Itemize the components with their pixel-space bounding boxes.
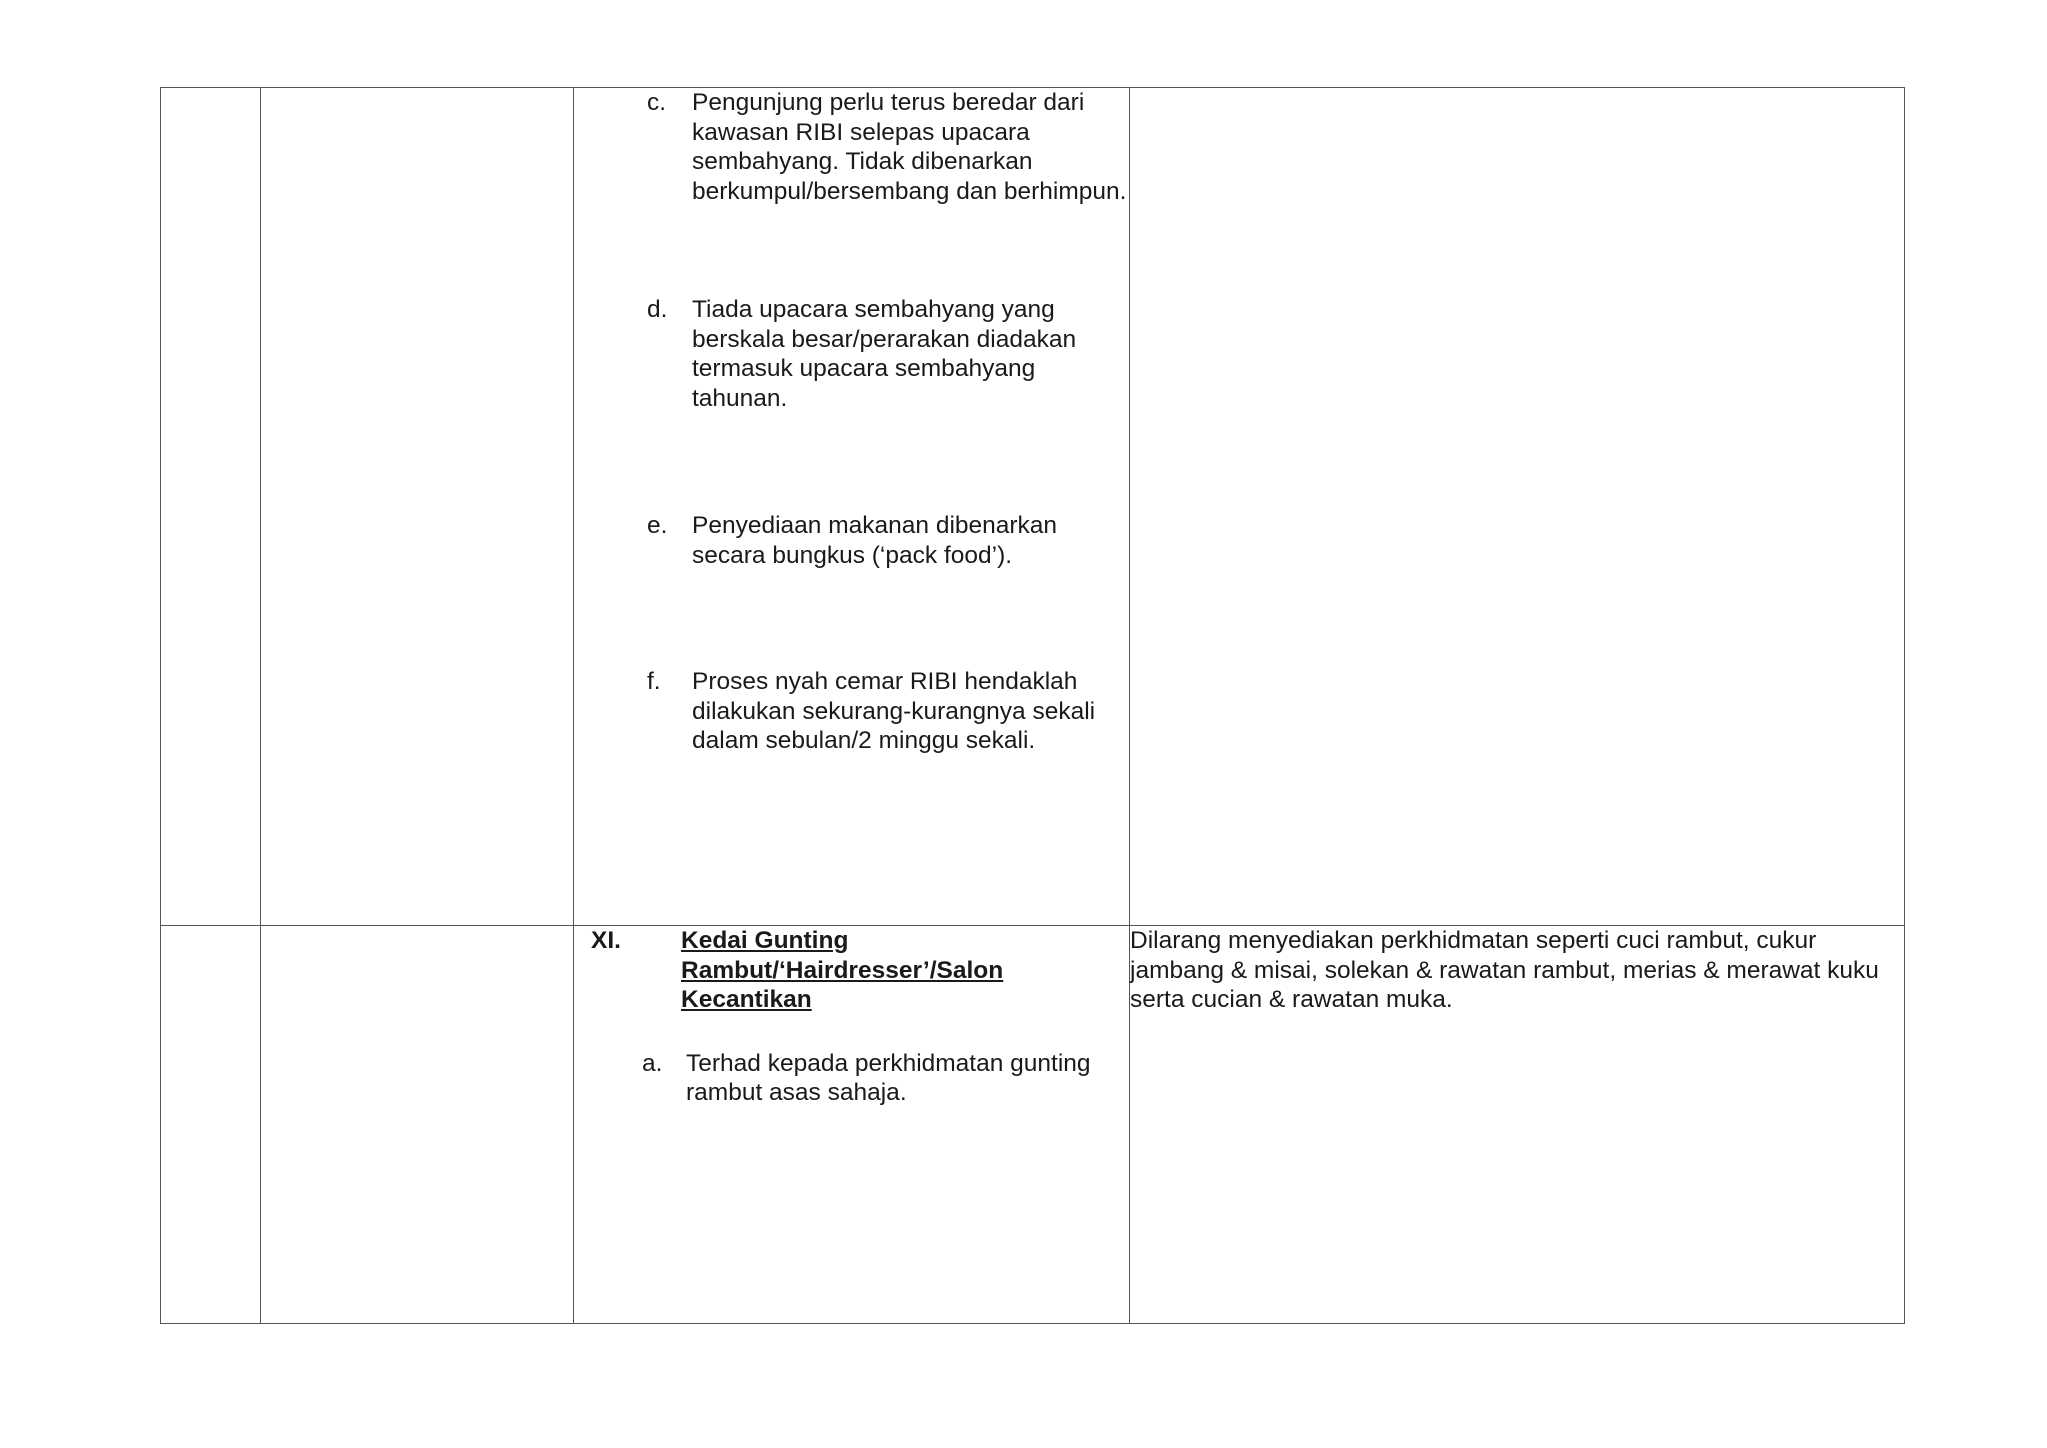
- sector-cell: [261, 926, 574, 1324]
- section-title: Kedai Gunting Rambut/‘Hairdresser’/Salon Kecantikan: [681, 927, 1004, 1013]
- table-row: [161, 926, 1905, 1324]
- list-marker: c.: [647, 89, 667, 116]
- notes-text: Dilarang menyediakan perkhidmatan seperti cuci rambut, cukur jambang & misai, solekan & rawatan rambut, merias & merawat kuku serta cucian & rawatan muka.: [1130, 927, 1879, 1013]
- section-number: XI.: [591, 927, 621, 954]
- list-item: [642, 1049, 1129, 1108]
- list-marker: a.: [642, 1049, 663, 1077]
- list-marker: d.: [647, 296, 668, 323]
- table-row: [161, 88, 1905, 926]
- list-item-text: Penyediaan makanan dibenarkan secara bungkus (‘pack food’).: [692, 512, 1058, 569]
- list-item: [647, 511, 1129, 570]
- sop-cell: [574, 926, 1130, 1324]
- notes-cell: [1130, 88, 1905, 926]
- list-item-text: Pengunjung perlu terus beredar dari kawasan RIBI selepas upacara sembahyang. Tidak dibenarkan berkumpul/bersembang dan berhimpun.: [692, 89, 1127, 205]
- number-cell: [161, 88, 261, 926]
- list-marker: e.: [647, 512, 668, 539]
- list-item-text: Tiada upacara sembahyang yang berskala besar/perarakan diadakan termasuk upacara sembahyang tahunan.: [692, 296, 1077, 412]
- sop-cell: [574, 88, 1130, 926]
- list-marker: f.: [647, 668, 661, 695]
- notes-cell: [1130, 926, 1905, 1324]
- sop-table: [160, 87, 1905, 1324]
- section-heading: [591, 926, 1129, 1015]
- list-item: [647, 295, 1129, 413]
- list-item-text: Terhad kepada perkhidmatan gunting rambut asas sahaja.: [686, 1049, 1091, 1106]
- list-item-text: Proses nyah cemar RIBI hendaklah dilakukan sekurang-kurangnya sekali dalam sebulan/2 minggu sekali.: [692, 668, 1096, 754]
- list-item: [647, 88, 1129, 206]
- number-cell: [161, 926, 261, 1324]
- sector-cell: [261, 88, 574, 926]
- list-item: [647, 667, 1129, 756]
